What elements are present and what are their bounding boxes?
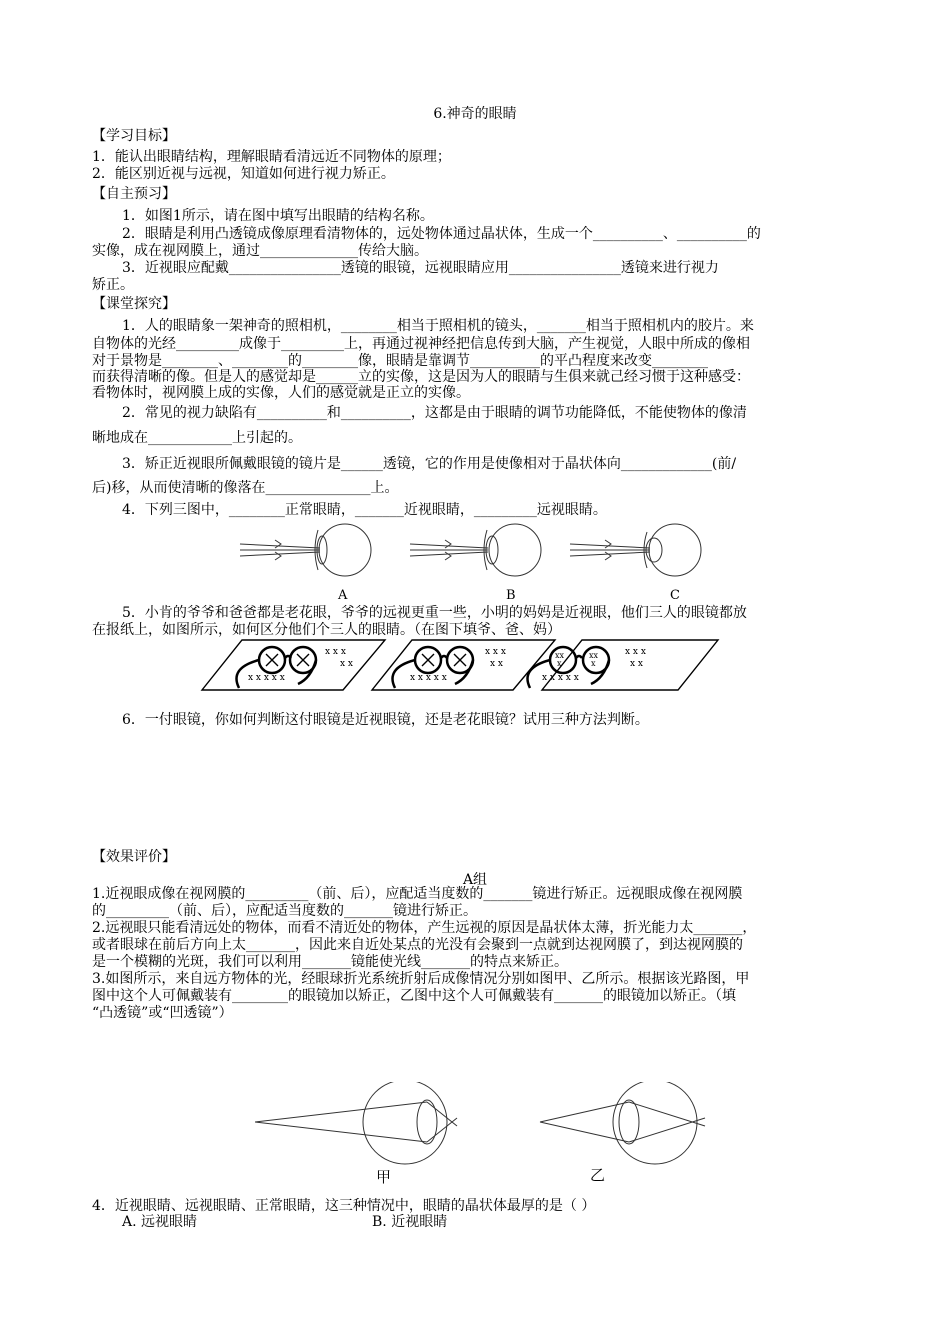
ray-diagram-yi [540, 1082, 705, 1164]
ray-diagram-jia [255, 1082, 457, 1164]
q4-line: 4．近视眼睛、远视眼睛、正常眼睛，这三种情况中，眼睛的晶状体最厚的是（ ） [92, 1198, 596, 1214]
q5-line-1: 5．小肯的爷爷和爸爸都是老花眼，爷爷的远视更重一些，小明的妈妈是近视眼，他们三人的眼镜都放 [122, 605, 747, 621]
ray-diagram-figure [255, 1082, 725, 1172]
eval-line-4: 或者眼球在前后方向上太_______，因此来自近处某点的光没有会聚到一点就到达视网膜了，到达视网膜的 [92, 937, 743, 953]
svg-text:xx: xx [555, 651, 565, 660]
eye-label-a: A [338, 588, 348, 603]
eval-line-1: 1.近视眼成像在视网膜的_________（前、后），应配适当度数的_______镜进行矫正。远视眼成像在视网膜 [92, 886, 743, 902]
eye-diagram-c [570, 524, 701, 576]
eval-line-6: 3.如图所示，来自远方物体的光，经眼球折光系统折射后成像情况分别如图甲、乙所示。根据该光路图，甲 [92, 971, 750, 987]
inquiry-line-8: 3．矫正近视眼所佩戴眼镜的镜片是______透镜，它的作用是使像相对于晶状体向_____________(前/ [122, 456, 737, 472]
glasses-panel-1 [202, 640, 385, 690]
inquiry-line-4: 而获得清晰的像。但是人的感觉却是______立的实像，这是因为人的眼睛与生俱来就己经习惯于这种感受： [92, 369, 750, 385]
eye-label-c: C [670, 588, 680, 603]
eval-line-8: “凸透镜”或“凹透镜”） [92, 1005, 233, 1021]
preview-line-3: 实像，成在视网膜上，通过______________传给大脑。 [92, 243, 428, 259]
heading-inquiry: 【课堂探究】 [92, 296, 176, 312]
inquiry-line-3: 对于景物是________、________的________像，眼睛是靠调节__________的平凸程度来改变________ [92, 353, 708, 369]
svg-text:x x x: x x x [325, 647, 346, 657]
option-a: A. 远视眼睛 [122, 1214, 198, 1230]
goal-line-2: 2．能区别近视与远视，知道如何进行视力矫正。 [92, 166, 395, 182]
heading-evaluation: 【效果评价】 [92, 849, 176, 865]
heading-learning-goals: 【学习目标】 [92, 128, 176, 144]
svg-text:xx: xx [589, 651, 599, 660]
heading-preview: 【自主预习】 [92, 186, 176, 202]
label-yi: 乙 [590, 1166, 606, 1184]
option-b: B. 近视眼睛 [372, 1214, 448, 1230]
preview-line-5: 矫正。 [92, 277, 134, 293]
svg-text:x: x [591, 659, 596, 668]
inquiry-line-2: 自物体的光经_________成像于_________上，再通过视神经把信息传到大脑，产生视觉，人眼中所成的像相 [92, 336, 750, 352]
group-a-label: A组 [462, 872, 488, 888]
preview-line-1: 1．如图1所示，请在图中填写出眼睛的结构名称。 [122, 208, 434, 224]
svg-text:x x x: x x x [625, 647, 646, 657]
q6-line: 6．一付眼镜，你如何判断这付眼镜是近视眼镜，还是老花眼镜？试用三种方法判断。 [122, 712, 649, 728]
inquiry-line-5: 看物体时，视网膜上成的实像，人们的感觉就是正立的实像。 [92, 385, 470, 401]
svg-text:x x x x x: x x x x x [542, 673, 579, 683]
inquiry-line-1: 1．人的眼睛象一架神奇的照相机，________相当于照相机的镜头，_______相当于照相机内的胶片。来 [122, 318, 754, 334]
glasses-figure [200, 636, 720, 694]
eye-diagram-a [240, 524, 371, 576]
inquiry-line-7: 晰地成在____________上引起的。 [92, 430, 302, 446]
preview-line-4: 3．近视眼应配戴________________透镜的眼镜，远视眼睛应用________________透镜来进行视力 [122, 260, 719, 276]
goal-line-1: 1．能认出眼睛结构，理解眼睛看清远近不同物体的原理； [92, 149, 451, 165]
svg-text:x x: x x [630, 659, 644, 669]
page-title: 6.神奇的眼睛 [433, 106, 517, 122]
svg-text:x x x x x: x x x x x [410, 673, 447, 683]
eval-line-2: 的_________（前、后），应配适当度数的_______镜进行矫正。 [92, 903, 477, 919]
eye-label-b: B [506, 588, 516, 603]
q5-line-2: 在报纸上，如图所示，如何区分他们个三人的眼睛。（在图下填爷、爸、妈） [92, 622, 561, 638]
eval-line-7: 图中这个人可佩戴装有________的眼镜加以矫正，乙图中这个人可佩戴装有_______的眼镜加以矫正。（填 [92, 988, 736, 1004]
inquiry-line-10: 4．下列三图中，________正常眼睛，_______近视眼睛，_________远视眼睛。 [122, 502, 607, 518]
inquiry-line-9: 后)移，从而使清晰的像落在_______________上。 [92, 480, 399, 496]
three-eyes-figure [230, 522, 710, 600]
eval-line-3: 2.远视眼只能看清远处的物体，而看不清近处的物体，产生远视的原因是晶状体太薄，折光能力太_______， [92, 920, 757, 936]
svg-text:x: x [557, 659, 562, 668]
svg-text:x x: x x [490, 659, 504, 669]
svg-text:x x x x x: x x x x x [248, 673, 285, 683]
glasses-panel-3 [528, 640, 719, 690]
inquiry-line-6: 2．常见的视力缺陷有__________和__________，这都是由于眼睛的调节功能降低，不能使物体的像清 [122, 405, 747, 421]
label-jia: 甲 [376, 1168, 392, 1186]
eye-diagram-b [410, 524, 541, 576]
eval-line-5: 是一个模糊的光斑，我们可以利用_______镜能使光线_______的特点来矫正。 [92, 954, 568, 970]
preview-line-2: 2．眼睛是利用凸透镜成像原理看清物体的，远处物体通过晶状体，生成一个__________、__________的 [122, 226, 761, 242]
svg-text:x x x: x x x [485, 647, 506, 657]
svg-text:x x: x x [340, 659, 354, 669]
